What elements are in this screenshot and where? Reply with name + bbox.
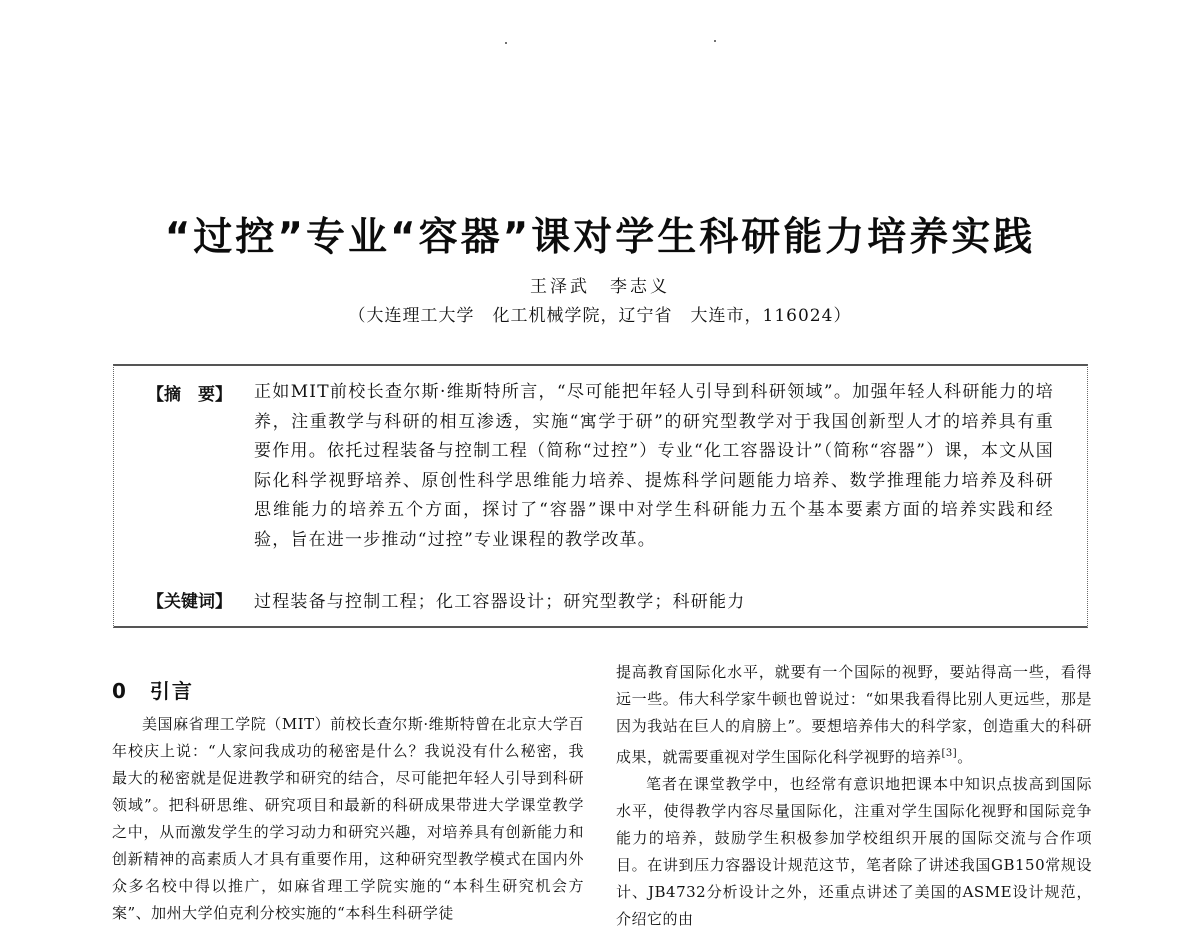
right-paragraph-2: 笔者在课堂教学中，也经常有意识地把课本中知识点拔高到国际水平，使得教学内容尽量国际化，注重对学生国际化视野和国际竞争能力的培养，鼓励学生积极参加学校组织开展的国际交流与合作项目。在讲到压力容器设计规范这节，笔者除了讲述我国GB150常规设计、JB4732分析设计之外，还重点讲述了美国的ASME设计规范，介绍它的由 [616,775,1092,928]
left-column [112,711,584,941]
keywords-label: 【关键词】 [147,592,232,612]
right-paragraph-1-end: 。 [957,748,973,766]
left-paragraph: 美国麻省理工学院（MIT）前校长查尔斯·维斯特曾在北京大学百年校庆上说：“人家问我成功的秘密是什么？我说没有什么秘密，我最大的秘密就是促进教学和研究的结合，尽可能把年轻人引导到科研领域”。把科研思维、研究项目和最新的科研成果带进大学课堂教学之中，从而激发学生的学习动力和研究兴趣，对培养具有创新能力和创新精神的高素质人才具有重要作用，这种研究型教学模式在国内外众多名校中得以推广，如麻省理工学院实施的“本科生研究机会方案”、加州大学伯克利分校实施的“本科生科研学徒 [112,715,584,922]
keywords-text: 过程装备与控制工程；化工容器设计；研究型教学；科研能力 [254,592,746,612]
right-paragraph-1-text: 提高教育国际化水平，就要有一个国际的视野，要站得高一些，看得远一些。伟大科学家牛顿也曾说过：“如果我看得比别人更远些，那是因为我站在巨人的肩膀上”。要想培养伟大的科学家，创造重大的科研成果，就需要重视对学生国际化科学视野的培养 [616,663,1092,766]
scan-speck [505,42,507,44]
abstract-text: 正如MIT前校长查尔斯·维斯特所言，“尽可能把年轻人引导到科研领域”。加强年轻人科研能力的培养，注重教学与科研的相互渗透，实施“寓学于研”的研究型教学对于我国创新型人才的培养具有重要作用。依托过程装备与控制工程（简称“过控”）专业“化工容器设计”（简称“容器”）课，本文从国际化科学视野培养、原创性科学思维能力培养、提炼科学问题能力培养、数学推理能力培养及科研思维能力的培养五个方面，探讨了“容器”课中对学生科研能力五个基本要素方面的培养实践和经验，旨在进一步推动“过控”专业课程的教学改革。 [254,382,1054,550]
citation-ref: [3] [941,748,958,759]
right-paragraph-1 [616,659,1092,771]
right-column [616,659,1092,941]
paper-authors: 王泽武 李志义 [530,277,670,297]
scan-speck [714,40,716,42]
paper-affiliation: （大连理工大学 化工机械学院，辽宁省 大连市，116024） [348,306,852,326]
section-heading-introduction: 0 引言 [112,679,194,703]
abstract-label: 【摘 要】 [147,385,232,405]
paper-title: “过控”专业“容器”课对学生科研能力培养实践 [164,215,1036,260]
abstract-box [113,364,1088,628]
